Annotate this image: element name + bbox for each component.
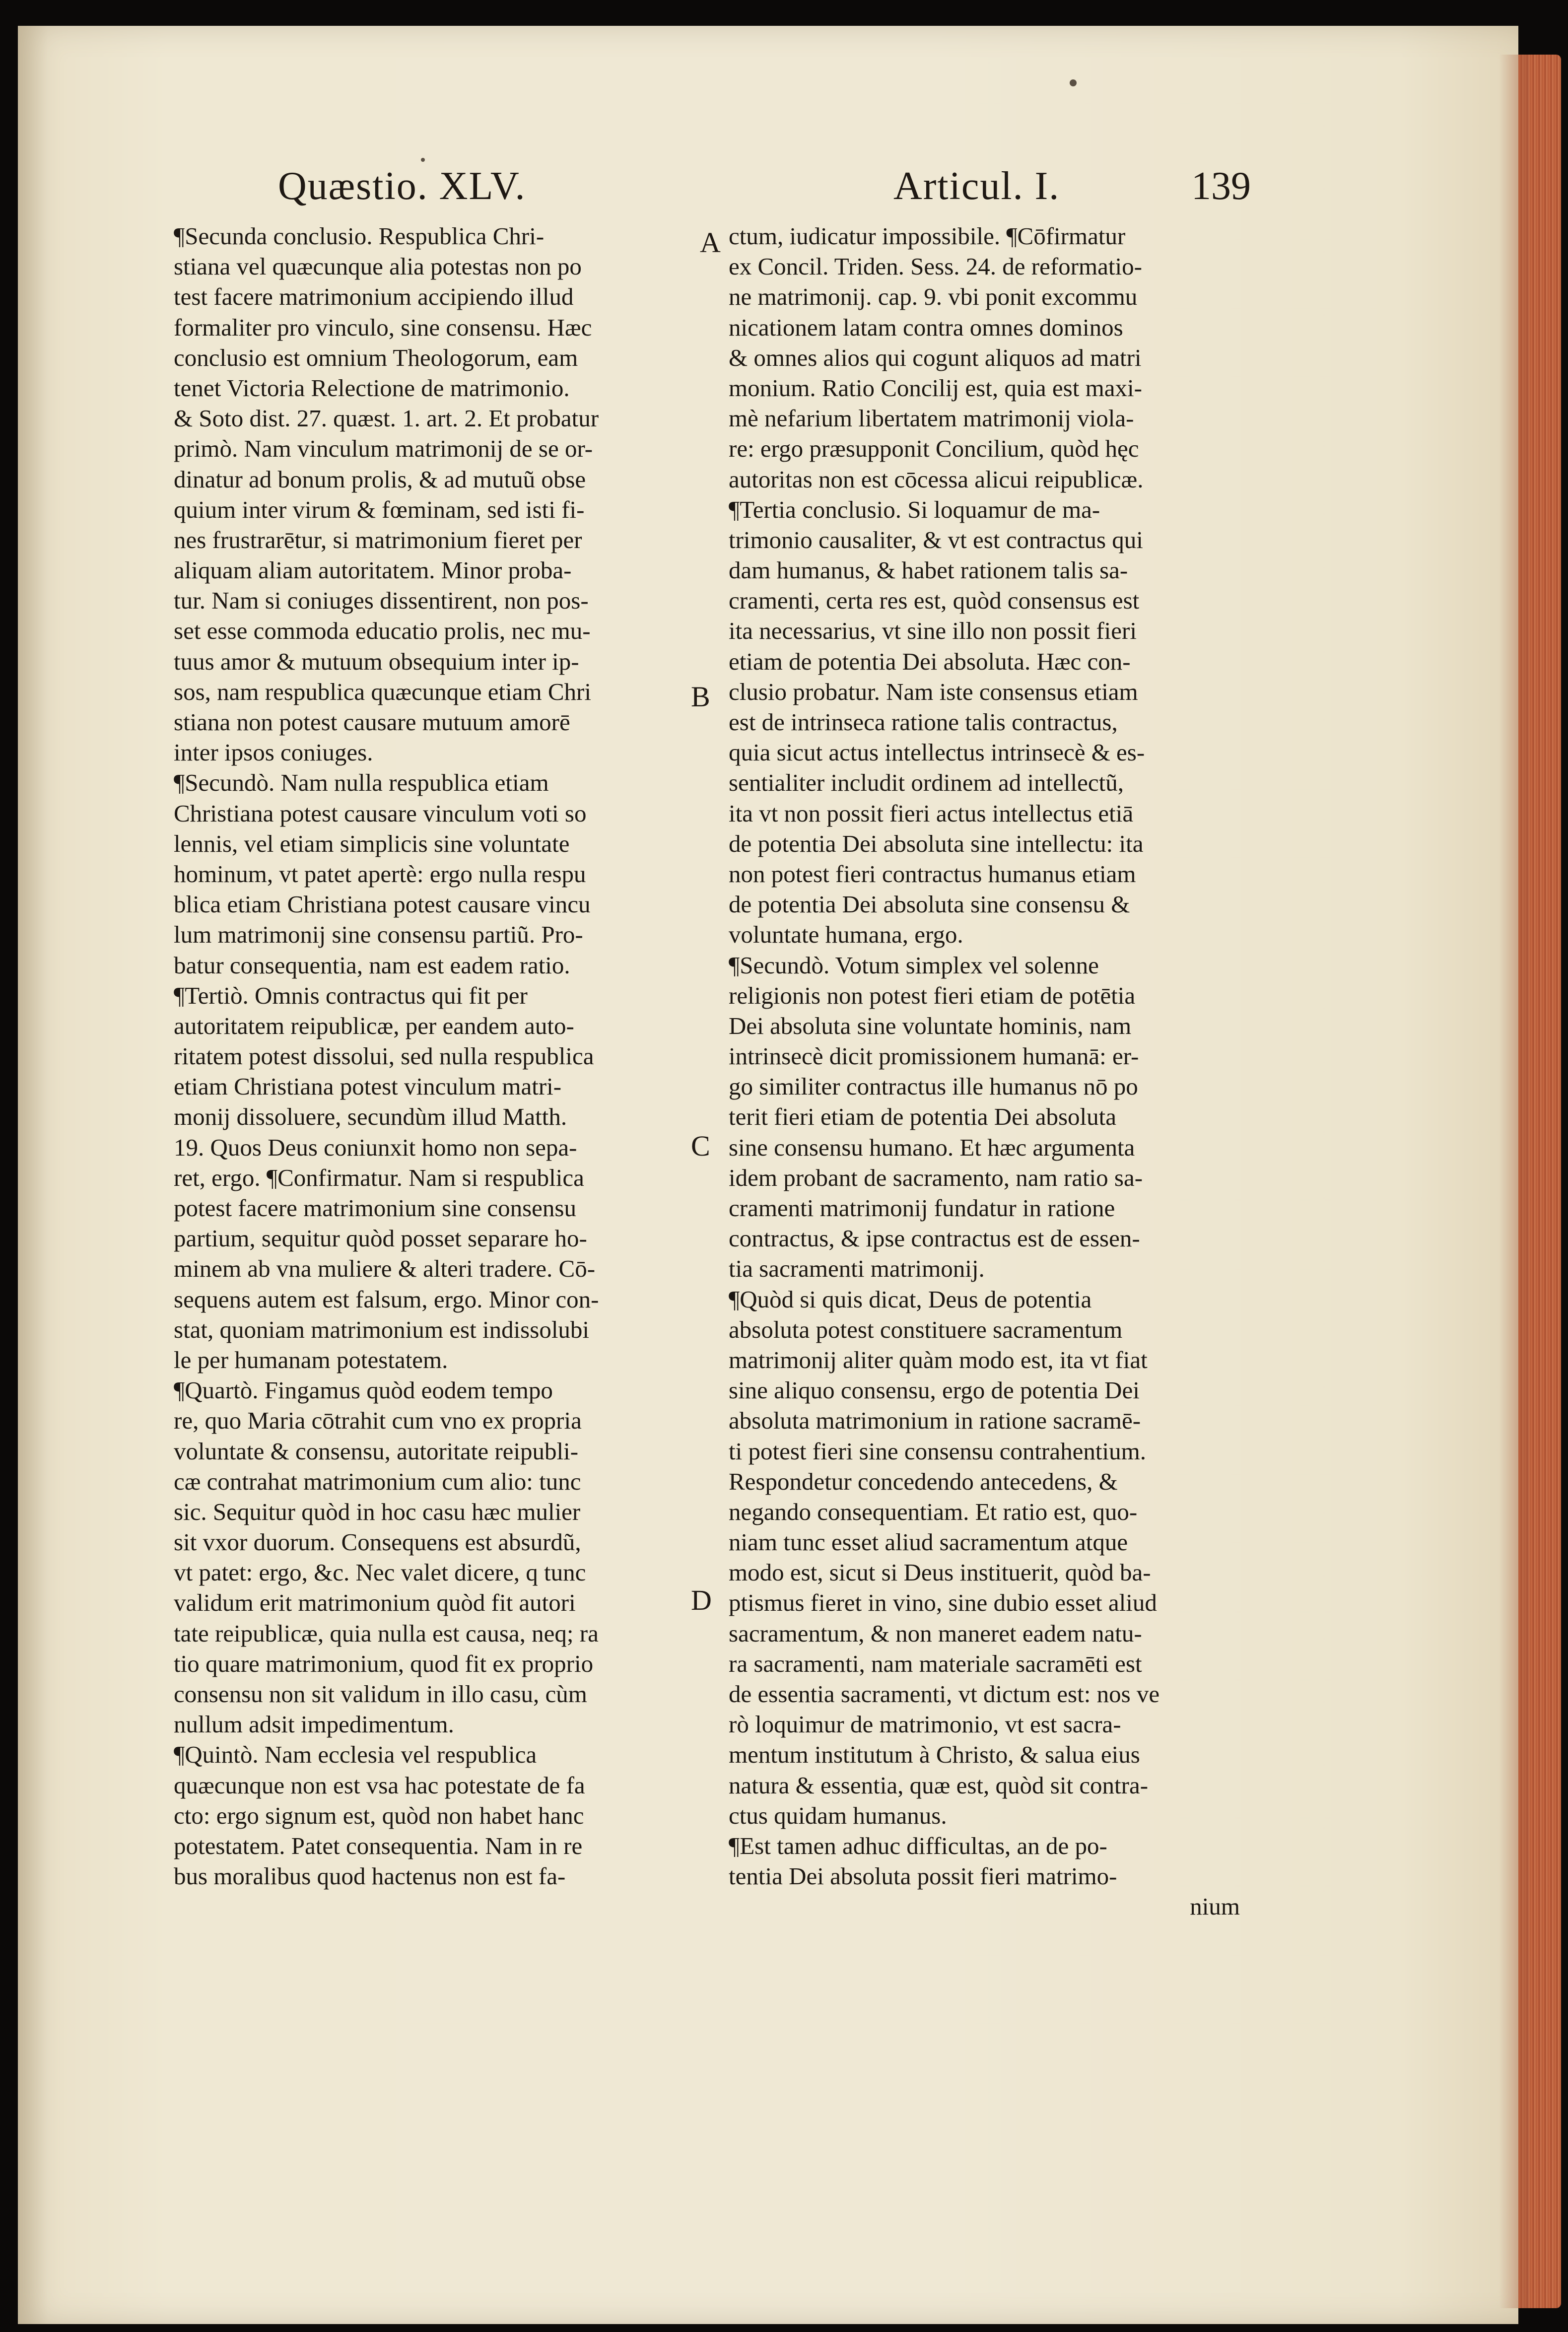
text-line: batur consequentia, nam est eadem ratio. bbox=[174, 951, 570, 979]
text-line: monij dissoluere, secundùm illud Matth. bbox=[174, 1103, 567, 1131]
text-line: ¶Quintò. Nam ecclesia vel respublica bbox=[174, 1741, 537, 1769]
text-line: ctus quidam humanus. bbox=[729, 1801, 947, 1829]
text-line: mentum institutum à Christo, & salua eius bbox=[729, 1741, 1140, 1769]
text-line: nium bbox=[1190, 1893, 1240, 1920]
text-line: cto: ergo signum est, quòd non habet hanc bbox=[174, 1801, 584, 1829]
text-line: sequens autem est falsum, ergo. Minor con- bbox=[174, 1285, 599, 1313]
text-line: re: ergo præsupponit Concilium, quòd hęc bbox=[729, 435, 1139, 463]
text-line: tio quare matrimonium, quod fit ex proprio bbox=[174, 1649, 594, 1677]
text-line: nullum adsit impedimentum. bbox=[174, 1711, 454, 1738]
margin-letter-d: D bbox=[691, 1584, 712, 1616]
text-line: stiana vel quæcunque alia potestas non po bbox=[174, 253, 582, 280]
text-line: intrinsecè dicit promissionem humanā: er- bbox=[729, 1042, 1139, 1070]
text-line: ¶Quartò. Fingamus quòd eodem tempo bbox=[174, 1376, 553, 1404]
text-line: nicationem latam contra omnes dominos bbox=[729, 313, 1123, 341]
text-line: terit fieri etiam de potentia Dei absoluta bbox=[729, 1103, 1116, 1131]
text-line: blica etiam Christiana potest causare vincu bbox=[174, 891, 591, 918]
text-line: potestatem. Patet consequentia. Nam in re bbox=[174, 1832, 583, 1859]
text-line: ¶Tertiò. Omnis contractus qui fit per bbox=[174, 981, 528, 1009]
text-line: tia sacramenti matrimonij. bbox=[729, 1255, 985, 1283]
page-number: 139 bbox=[1191, 164, 1251, 208]
text-line: le per humanam potestatem. bbox=[174, 1346, 448, 1373]
text-line: niam tunc esset aliud sacramentum atque bbox=[729, 1528, 1128, 1556]
text-line: lennis, vel etiam simplicis sine voluntate bbox=[174, 829, 570, 857]
text-line: ¶Tertia conclusio. Si loquamur de ma- bbox=[729, 495, 1100, 523]
text-line: hominum, vt patet apertè: ergo nulla respu bbox=[174, 860, 586, 888]
text-line: Dei absoluta sine voluntate hominis, nam bbox=[729, 1012, 1132, 1039]
text-line: formaliter pro vinculo, sine consensu. Hæc bbox=[174, 313, 592, 341]
text-line: tuus amor & mutuum obsequium inter ip- bbox=[174, 647, 579, 675]
text-line: sine consensu humano. Et hæc argumenta bbox=[729, 1133, 1135, 1161]
text-line: autoritas non est cōcessa alicui reipublicæ. bbox=[729, 465, 1144, 493]
text-line: lum matrimonij sine consensu partiũ. Pro- bbox=[174, 921, 583, 949]
text-line: etiam de potentia Dei absoluta. Hæc con- bbox=[729, 647, 1131, 675]
text-line: vt patet: ergo, &c. Nec valet dicere, q tunc bbox=[174, 1559, 586, 1586]
text-line: monium. Ratio Concilij est, quia est maxi- bbox=[729, 374, 1142, 402]
text-line: voluntate & consensu, autoritate reipubli- bbox=[174, 1437, 579, 1465]
text-line: ita necessarius, vt sine illo non possit fieri bbox=[729, 617, 1137, 645]
text-line: ritatem potest dissolui, sed nulla respublica bbox=[174, 1042, 594, 1070]
text-line: clusio probatur. Nam iste consensus etiam bbox=[729, 678, 1138, 705]
text-line: stiana non potest causare mutuum amorē bbox=[174, 708, 570, 736]
text-line: sentialiter includit ordinem ad intellectũ, bbox=[729, 769, 1124, 797]
text-line: trimonio causaliter, & vt est contractus qui bbox=[729, 526, 1143, 553]
text-line: stat, quoniam matrimonium est indissolubi bbox=[174, 1315, 590, 1343]
text-line: de essentia sacramenti, vt dictum est: nos ve bbox=[729, 1680, 1160, 1708]
text-line: tur. Nam si coniuges dissentirent, non pos- bbox=[174, 587, 589, 615]
text-line: ti potest fieri sine consensu contrahentium. bbox=[729, 1437, 1146, 1465]
text-line: go similiter contractus ille humanus nō po bbox=[729, 1073, 1138, 1100]
text-line: re, quo Maria cōtrahit cum vno ex propria bbox=[174, 1407, 582, 1435]
text-line: dinatur ad bonum prolis, & ad mutuũ obse bbox=[174, 465, 586, 493]
text-line: cæ contrahat matrimonium cum alio: tunc bbox=[174, 1467, 581, 1495]
text-line: tentia Dei absoluta possit fieri matrimo- bbox=[729, 1862, 1117, 1890]
text-line: cramenti matrimonij fundatur in ratione bbox=[729, 1194, 1115, 1222]
text-line: test facere matrimonium accipiendo illud bbox=[174, 283, 574, 311]
margin-letter-a: A bbox=[700, 226, 721, 259]
text-line: tate reipublicæ, quia nulla est causa, neq; ra bbox=[174, 1619, 599, 1647]
page-edge-shadow bbox=[1499, 55, 1529, 2308]
text-line: validum erit matrimonium quòd fit autori bbox=[174, 1589, 576, 1617]
text-line: autoritatem reipublicæ, per eandem auto- bbox=[174, 1012, 574, 1039]
ink-dot bbox=[1070, 79, 1077, 86]
text-line: primò. Nam vinculum matrimonij de se or- bbox=[174, 435, 593, 463]
text-line: inter ipsos coniuges. bbox=[174, 739, 373, 766]
text-line: ¶Secunda conclusio. Respublica Chri- bbox=[174, 222, 545, 250]
text-line: ita vt non possit fieri actus intellectus etiā bbox=[729, 799, 1134, 827]
text-line: quia sicut actus intellectus intrinsecè & es- bbox=[729, 739, 1145, 766]
text-line: non potest fieri contractus humanus etiam bbox=[729, 860, 1136, 888]
text-line: Respondetur concedendo antecedens, & bbox=[729, 1467, 1118, 1495]
text-line: ex Concil. Triden. Sess. 24. de reformatio- bbox=[729, 253, 1142, 280]
text-line: ra sacramenti, nam materiale sacramēti est bbox=[729, 1649, 1142, 1677]
text-line: bus moralibus quod hactenus non est fa- bbox=[174, 1862, 566, 1890]
text-line: ¶Secundò. Votum simplex vel solenne bbox=[729, 951, 1099, 979]
text-line: idem probant de sacramento, nam ratio sa- bbox=[729, 1164, 1143, 1191]
text-line: 19. Quos Deus coniunxit homo non sepa- bbox=[174, 1133, 577, 1161]
text-line: potest facere matrimonium sine consensu bbox=[174, 1194, 576, 1222]
text-line: aliquam aliam autoritatem. Minor proba- bbox=[174, 556, 572, 584]
text-line: modo est, sicut si Deus instituerit, quòd ba- bbox=[729, 1559, 1151, 1586]
text-line: minem ab vna muliere & alteri tradere. Cō- bbox=[174, 1255, 596, 1283]
right-text-column bbox=[729, 221, 1240, 1922]
text-line: absoluta matrimonium in ratione sacramē- bbox=[729, 1407, 1141, 1435]
running-title-left: Quæstio. XLV. bbox=[278, 164, 526, 208]
text-line: ¶Est tamen adhuc difficultas, an de po- bbox=[729, 1832, 1107, 1859]
text-line: cramenti, certa res est, quòd consensus est bbox=[729, 587, 1140, 615]
text-line: de potentia Dei absoluta sine consensu & bbox=[729, 891, 1130, 918]
text-line: ret, ergo. ¶Confirmatur. Nam si respublica bbox=[174, 1164, 584, 1191]
text-line: est de intrinseca ratione talis contractus, bbox=[729, 708, 1118, 736]
text-line: ¶Quòd si quis dicat, Deus de potentia bbox=[729, 1285, 1092, 1313]
text-line: mè nefarium libertatem matrimonij viola- bbox=[729, 405, 1134, 432]
text-line: religionis non potest fieri etiam de potētia bbox=[729, 981, 1136, 1009]
text-line: dam humanus, & habet rationem talis sa- bbox=[729, 556, 1128, 584]
text-line: nes frustrarētur, si matrimonium fieret per bbox=[174, 526, 582, 553]
text-line: contractus, & ipse contractus est de essen- bbox=[729, 1225, 1140, 1252]
text-line: voluntate humana, ergo. bbox=[729, 921, 963, 949]
text-line: tenet Victoria Relectione de matrimonio. bbox=[174, 374, 570, 402]
text-line: de potentia Dei absoluta sine intellectu: ita bbox=[729, 829, 1144, 857]
text-line: partium, sequitur quòd posset separare ho- bbox=[174, 1225, 587, 1252]
left-text-column bbox=[174, 221, 685, 1891]
text-line: conclusio est omnium Theologorum, eam bbox=[174, 343, 578, 371]
text-line: rò loquimur de matrimonio, vt est sacra- bbox=[729, 1711, 1121, 1738]
text-line: quæcunque non est vsa hac potestate de fa bbox=[174, 1771, 585, 1799]
text-line: quium inter virum & fœminam, sed isti fi- bbox=[174, 495, 585, 523]
ink-dot bbox=[421, 158, 425, 162]
text-line: natura & essentia, quæ est, quòd sit contra- bbox=[729, 1771, 1149, 1799]
text-line: sacramentum, & non maneret eadem natu- bbox=[729, 1619, 1142, 1647]
text-line: sos, nam respublica quæcunque etiam Chri bbox=[174, 678, 591, 705]
margin-letter-c: C bbox=[691, 1130, 710, 1162]
text-line: & Soto dist. 27. quæst. 1. art. 2. Et probatur bbox=[174, 405, 599, 432]
text-line: ctum, iudicatur impossibile. ¶Cōfirmatur bbox=[729, 222, 1126, 250]
text-line: absoluta potest constituere sacramentum bbox=[729, 1315, 1123, 1343]
text-line: sine aliquo consensu, ergo de potentia Dei bbox=[729, 1376, 1140, 1404]
text-line: & omnes alios qui cogunt aliquos ad matri bbox=[729, 343, 1142, 371]
text-line: set esse commoda educatio prolis, nec mu- bbox=[174, 617, 591, 645]
text-line: etiam Christiana potest vinculum matri- bbox=[174, 1073, 562, 1100]
text-line: matrimonij aliter quàm modo est, ita vt fiat bbox=[729, 1346, 1148, 1373]
text-line: ¶Secundò. Nam nulla respublica etiam bbox=[174, 769, 549, 797]
text-line: ptismus fieret in vino, sine dubio esset aliud bbox=[729, 1589, 1157, 1617]
text-line: negando consequentiam. Et ratio est, quo- bbox=[729, 1498, 1138, 1525]
running-title-right: Articul. I. bbox=[893, 164, 1060, 208]
text-line: sit vxor duorum. Consequens est absurdũ, bbox=[174, 1528, 581, 1556]
running-header bbox=[0, 164, 1518, 223]
text-line: consensu non sit validum in illo casu, cùm bbox=[174, 1680, 587, 1708]
margin-letter-b: B bbox=[691, 681, 710, 713]
text-line: sic. Sequitur quòd in hoc casu hæc mulier bbox=[174, 1498, 581, 1525]
text-line: Christiana potest causare vinculum voti so bbox=[174, 799, 587, 827]
text-line: ne matrimonij. cap. 9. vbi ponit excommu bbox=[729, 283, 1138, 311]
